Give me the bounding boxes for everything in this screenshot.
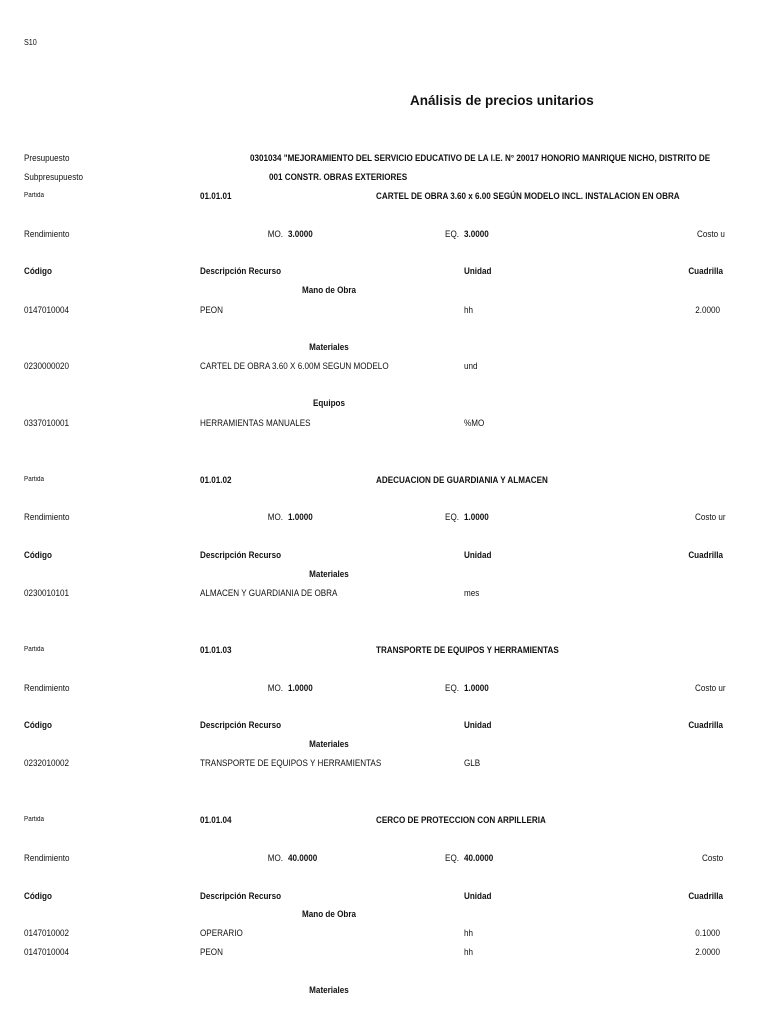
codigo-header: Código (24, 891, 52, 901)
partida-code: 01.01.01 (200, 191, 232, 201)
resource-unit: hh (464, 928, 474, 938)
partida-label: Partida (24, 646, 44, 653)
section-title: Materiales (309, 569, 349, 579)
resource-code: 0337010001 (24, 418, 70, 428)
section-title: Equipos (313, 398, 345, 408)
resource-unit: hh (464, 305, 474, 315)
resource-code: 0230010101 (24, 588, 70, 598)
mo-label: MO. (267, 853, 283, 863)
resource-description: PEON (200, 305, 223, 315)
eq-value: 1.0000 (464, 683, 489, 693)
unidad-header: Unidad (464, 550, 492, 560)
resource-code: 0147010002 (24, 928, 70, 938)
rendimiento-label: Rendimiento (24, 512, 70, 522)
resource-unit: hh (464, 947, 474, 957)
eq-label: EQ. (445, 853, 459, 863)
eq-value: 3.0000 (464, 229, 489, 239)
resource-description: OPERARIO (200, 928, 243, 938)
resource-cuadrilla: 2.0000 (695, 305, 720, 315)
section-title: Materiales (309, 985, 349, 995)
eq-value: 40.0000 (464, 853, 494, 863)
subpresupuesto-value: 001 CONSTR. OBRAS EXTERIORES (269, 172, 408, 182)
cuadrilla-header: Cuadrilla (688, 891, 723, 901)
resource-unit: und (464, 361, 478, 371)
eq-label: EQ. (445, 229, 459, 239)
report-title: Análisis de precios unitarios (410, 93, 594, 108)
partida-code: 01.01.04 (200, 815, 232, 825)
codigo-header: Código (24, 266, 52, 276)
mo-label: MO. (267, 512, 283, 522)
partida-description: CERCO DE PROTECCION CON ARPILLERIA (376, 815, 546, 825)
resource-description: ALMACEN Y GUARDIANIA DE OBRA (200, 588, 338, 598)
cuadrilla-header: Cuadrilla (688, 266, 723, 276)
costo-label: Costo ur (695, 512, 726, 522)
section-title: Materiales (309, 739, 349, 749)
mo-value: 1.0000 (288, 512, 313, 522)
presupuesto-label: Presupuesto (24, 153, 70, 163)
eq-value: 1.0000 (464, 512, 489, 522)
rendimiento-label: Rendimiento (24, 683, 70, 693)
presupuesto-value: 0301034 "MEJORAMIENTO DEL SERVICIO EDUCATIVO DE LA I.E. N° 20017 HONORIO MANRIQUE NICHO, DISTRITO DE (250, 153, 711, 163)
resource-description: PEON (200, 947, 223, 957)
cuadrilla-header: Cuadrilla (688, 550, 723, 560)
resource-unit: mes (464, 588, 480, 598)
eq-label: EQ. (445, 683, 459, 693)
section-title: Materiales (309, 342, 349, 352)
partida-description: TRANSPORTE DE EQUIPOS Y HERRAMIENTAS (376, 645, 559, 655)
costo-label: Costo ur (695, 683, 726, 693)
resource-code: 0147010004 (24, 947, 70, 957)
cuadrilla-header: Cuadrilla (688, 720, 723, 730)
mo-value: 40.0000 (288, 853, 318, 863)
section-title: Mano de Obra (301, 909, 357, 919)
resource-description: HERRAMIENTAS MANUALES (200, 418, 311, 428)
resource-cuadrilla: 0.1000 (695, 928, 720, 938)
unidad-header: Unidad (464, 891, 492, 901)
descripcion-header: Descripción Recurso (200, 720, 282, 730)
resource-cuadrilla: 2.0000 (695, 947, 720, 957)
software-label: S10 (24, 38, 37, 47)
partida-description: CARTEL DE OBRA 3.60 x 6.00 SEGÚN MODELO INCL. INSTALACION EN OBRA (376, 191, 680, 201)
codigo-header: Código (24, 550, 52, 560)
partida-code: 01.01.02 (200, 475, 232, 485)
mo-value: 3.0000 (288, 229, 313, 239)
mo-label: MO. (267, 229, 283, 239)
resource-unit: %MO (464, 418, 485, 428)
section-title: Mano de Obra (301, 285, 357, 295)
costo-label: Costo u (697, 229, 725, 239)
partida-description: ADECUACION DE GUARDIANIA Y ALMACEN (376, 475, 548, 485)
mo-label: MO. (267, 683, 283, 693)
resource-code: 0147010004 (24, 305, 70, 315)
descripcion-header: Descripción Recurso (200, 550, 282, 560)
subpresupuesto-label: Subpresupuesto (24, 172, 84, 182)
rendimiento-label: Rendimiento (24, 229, 70, 239)
partida-label: Partida (24, 476, 44, 483)
resource-code: 0230000020 (24, 361, 70, 371)
unidad-header: Unidad (464, 720, 492, 730)
codigo-header: Código (24, 720, 52, 730)
mo-value: 1.0000 (288, 683, 313, 693)
rendimiento-label: Rendimiento (24, 853, 70, 863)
unidad-header: Unidad (464, 266, 492, 276)
descripcion-header: Descripción Recurso (200, 891, 282, 901)
partida-label: Partida (24, 816, 44, 823)
costo-label: Costo (702, 853, 724, 863)
resource-code: 0232010002 (24, 758, 70, 768)
resource-unit: GLB (464, 758, 481, 768)
eq-label: EQ. (445, 512, 459, 522)
resource-description: TRANSPORTE DE EQUIPOS Y HERRAMIENTAS (200, 758, 382, 768)
descripcion-header: Descripción Recurso (200, 266, 282, 276)
resource-description: CARTEL DE OBRA 3.60 X 6.00M SEGUN MODELO (200, 361, 389, 371)
partida-label: Partida (24, 192, 44, 199)
partida-code: 01.01.03 (200, 645, 232, 655)
